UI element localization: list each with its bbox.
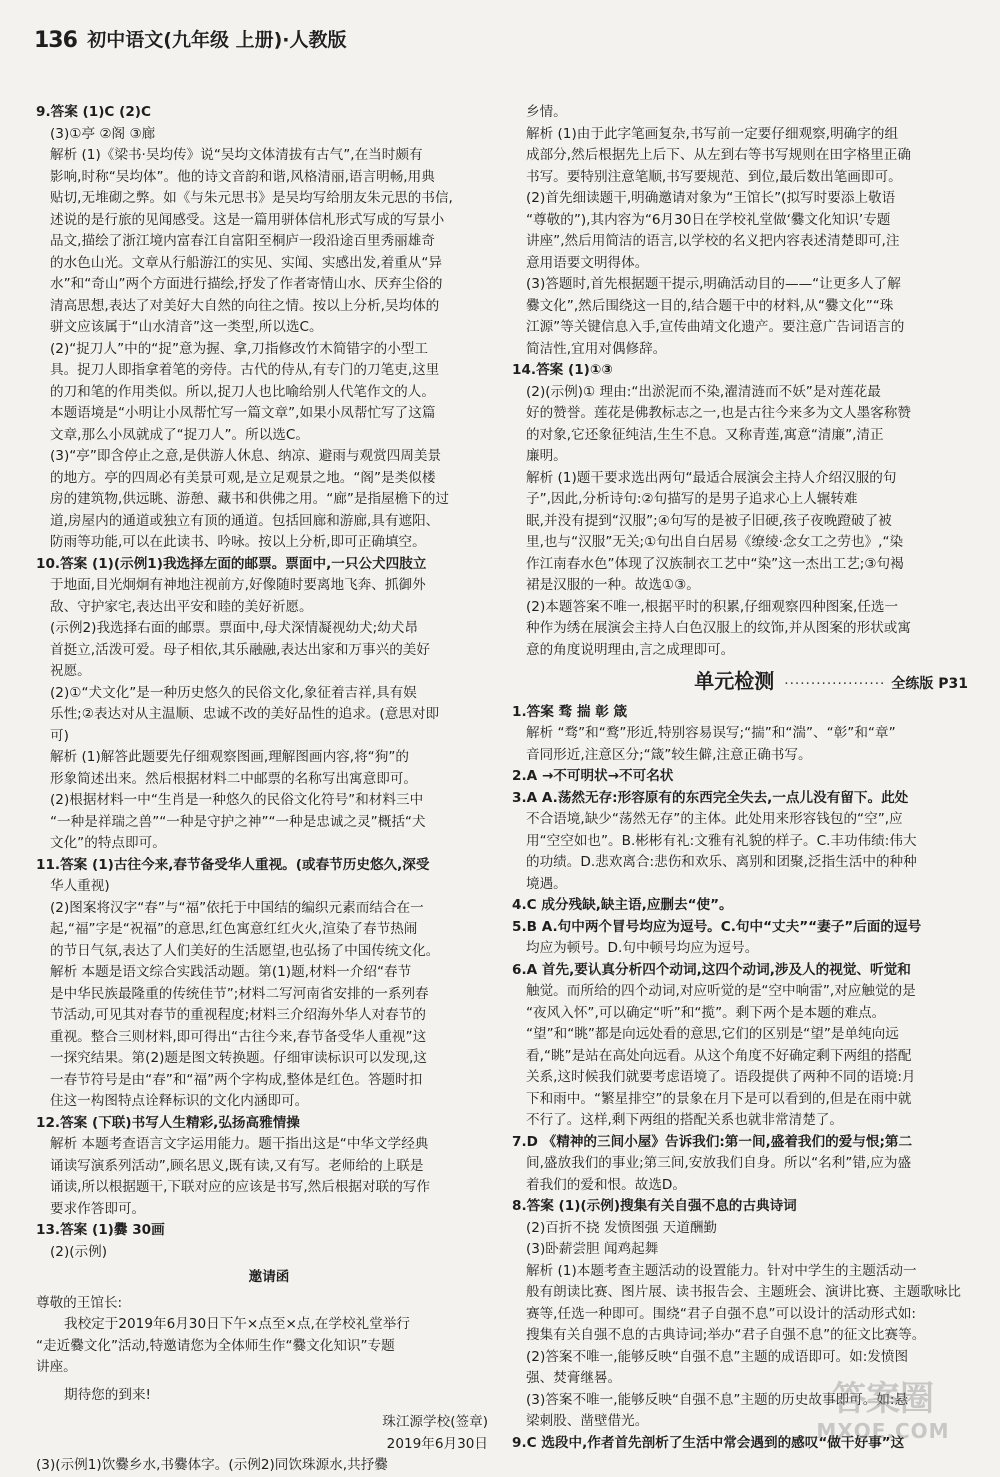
answer-line: 一春节符号是由“春”和“福”两个字构成,整体是红色。答题时扣: [50, 1071, 423, 1088]
answer-line: 乐性;②表达对从主温顺、忠诚不改的美好品性的追求。(意思对即: [50, 706, 440, 722]
letter-body-line: 期待您的到来!: [64, 1386, 152, 1403]
answer-line: 形象简述出来。然后根据材料二中邮票的名称写出寓意即可。: [50, 770, 418, 787]
answer-line: 意的角度说明理由,言之成理即可。: [526, 641, 735, 658]
answer-line: 敌、守护家宅,表达出平安和睦的美好祈愿。: [50, 598, 313, 615]
answer-line: 种作为绣在展演会主持人白色汉服上的纹饰,并从图案的形状或寓: [526, 620, 911, 636]
answer-line: 作江南春水色”体现了汉族制衣工艺中“染”这一杰出工艺;③句褐: [526, 555, 904, 572]
answer-line: 3.A A.荡然无存:形容原有的东西完全失去,一点儿没有留下。此处: [512, 789, 909, 806]
answer-line: (2)图案将汉字“春”与“福”依托于中国结的编织元素而结合在一: [50, 899, 424, 916]
answer-line: 11.答案 (1)古往今来,春节备受华人重视。(或春节历史悠久,深受: [36, 856, 430, 873]
answer-line: 4.C 成分残缺,缺主语,应删去“使”。: [512, 897, 733, 913]
answer-line: 贴切,无堆砌之弊。如《与朱元思书》是吴均写给朋友朱元思的书信,: [50, 190, 453, 206]
page-number: 136: [34, 28, 77, 53]
answer-line: (2)首先细读题干,明确邀请对象为“王馆长”(拟写时要添上敬语: [526, 190, 896, 206]
unit-test-heading: [512, 671, 972, 696]
answer-line: 具。捉刀人即指拿着笔的旁侍。古代的侍从,有专门的刀笔吏,这里: [50, 362, 440, 378]
answer-line: 13.答案 (1)爨 30画: [36, 1222, 165, 1238]
answer-line: 8.答案 (1)(示例)搜集有关自强不息的古典诗词: [512, 1198, 797, 1214]
answer-line: 看,“眺”是站在高处向远看。从这个角度不好确定剩下两组的搭配: [526, 1047, 912, 1064]
answer-line: 不行了。这样,剩下两组的搭配关系也就非常清楚了。: [526, 1112, 843, 1128]
answer-line: (2)(示例)① 理由:“出淤泥而不染,濯清涟而不妖”是对莲花最: [526, 383, 881, 400]
answer-line: 眠,并没有提到“汉服”;④句写的是被子旧硬,孩子夜晚蹬破了被: [526, 512, 892, 529]
invitation-letter: [36, 1267, 502, 1455]
answer-line: 解析 (1)本题考查主题活动的设置能力。针对中学生的主题活动一: [526, 1262, 917, 1279]
answer-line: 住这一构图特点诠释标识的文化内涵即可。: [50, 1093, 309, 1109]
letter-body-line: “走近爨文化”活动,特邀请您为全体师生作“爨文化知识”专题: [36, 1337, 395, 1354]
answer-line: 是中华民族最隆重的传统佳节”;材料二写河南省安排的一系列春: [50, 985, 429, 1002]
answer-line: 首挺立,活泼可爱。母子相依,其乐融融,表达出家和万事兴的美好: [50, 641, 430, 658]
answer-line: 房的建筑物,供远眺、游憩、藏书和供佛之用。“廊”是指屋檐下的过: [50, 491, 450, 507]
answer-line: 于地面,目光炯炯有神地注视前方,好像随时要离地飞奔、抓御外: [50, 577, 426, 593]
answer-line: (2)本题答案不唯一,根据平时的积累,仔细观察四种图案,任选一: [526, 598, 899, 615]
answer-line: 梁刺股、凿壁借光。: [526, 1413, 649, 1429]
answer-line: 一探究结果。第(2)题是图文转换题。仔细审读标识可以发现,这: [50, 1050, 428, 1066]
answer-line: 赛等,任选一种即可。围绕“君子自强不息”可以设计的活动形式如:: [526, 1305, 917, 1322]
answer-line: 子”,因此,分析诗句:②句描写的是男子追求心上人辗转难: [526, 491, 858, 507]
answer-line: 6.A 首先,要认真分析四个动词,这四个动词,涉及人的视觉、听觉和: [512, 961, 911, 978]
answer-line: (2)“捉刀人”中的“捉”意为握、拿,刀指修改竹木简错字的小型工: [50, 340, 428, 357]
answer-line: 解析 (1)由于此字笔画复杂,书写前一定要仔细观察,明确字的组: [526, 125, 899, 142]
answer-line: 间,盛放我们的事业;第三间,安放我们自身。所以“名利”错,应为盛: [526, 1155, 912, 1171]
answer-line: 解析 本题考查语言文字运用能力。题干指出这是“中华文学经典: [50, 1136, 429, 1152]
answer-line: 10.答案 (1)(示例1)我选择左面的邮票。票面中,一只公犬四肢立: [36, 555, 427, 572]
answer-line: 可): [50, 727, 69, 744]
answer-line: 廉明。: [526, 448, 567, 464]
answer-line: 触觉。而所给的四个动词,对应听觉的是“空中响雷”,对应触觉的是: [526, 983, 916, 999]
answer-line: 的对象,它还象征纯洁,生生不息。又称青莲,寓意“清廉”,清正: [526, 426, 884, 443]
letter-body-line: 我校定于2019年6月30日下午×点至×点,在学校礼堂举行: [64, 1316, 410, 1332]
answer-line: (3)①亭 ②阁 ③廊: [50, 125, 156, 142]
letter-body-line: 讲座。: [36, 1359, 77, 1375]
answer-line: 影响,时称“吴均体”。他的诗文音韵和谐,风格清丽,语言明畅,用典: [50, 168, 435, 185]
answer-line: 1.答案 骛 揣 彰 箴: [512, 703, 628, 720]
answer-line: 华人重视): [50, 878, 110, 894]
answer-line: “一种是祥瑞之兽”“一种是守护之神”“一种是忠诚之灵”概括“犬: [50, 813, 426, 830]
answer-line: 14.答案 (1)①③: [512, 362, 613, 378]
answer-line: 述说的是行旅的见闻感受。这是一篇用骈体信札形式写成的写景小: [50, 211, 445, 228]
answer-line: 防雨等功能,可以在此读书、吟咏。按以上分析,即可正确填空。: [50, 534, 426, 550]
page-header: [34, 30, 346, 70]
site-watermark: [788, 1379, 978, 1449]
answer-line: (3)答案不唯一,能够反映“自强不息”主题的历史故事即可。如:悬: [526, 1391, 909, 1408]
answer-line: (3)卧薪尝胆 闻鸡起舞: [526, 1241, 659, 1257]
answer-line: (2)①“犬文化”是一种历史悠久的民俗文化,象征着吉祥,具有娱: [50, 684, 417, 701]
answer-line: 9.C 选段中,作者首先剖析了生活中常会遇到的感叹“做干好事”这: [512, 1434, 905, 1451]
answer-line: 简洁性,宜用对偶修辞。: [526, 340, 667, 357]
answer-line: 骈文应该属于“山水清音”这一类型,所以选C。: [50, 319, 323, 335]
answer-line: 解析 本题是语文综合实践活动题。第(1)题,材料一介绍“春节: [50, 964, 412, 980]
unit-test-answer-lines: [512, 702, 972, 1455]
answer-line: 好的赞誉。莲花是佛教标志之一,也是古往今来多为文人墨客称赞: [526, 405, 911, 421]
book-title: 初中语文(九年级 上册)·人教版: [87, 29, 347, 51]
answer-line: 爨文化”,然后围绕这一目的,结合题干中的材料,从“爨文化”“珠: [526, 297, 894, 314]
answer-line: 解析 (1)《梁书·吴均传》说“吴均文体清拔有古气”,在当时颇有: [50, 147, 423, 163]
answer-line: 关系,这时候我们就要考虑语境了。语段提供了两种不同的语境:月: [526, 1069, 916, 1085]
answer-line: 节活动,可见其对春节的重视程度;材料三介绍海外华人对春节的: [50, 1007, 426, 1023]
answer-line: 文章,那么小凤就成了“捉刀人”。所以选C。: [50, 426, 309, 443]
section-title: 单元检测: [694, 669, 775, 693]
answer-line: 强、焚膏继晷。: [526, 1370, 622, 1386]
watermark-title: 答案圈: [832, 1379, 934, 1419]
answer-line: 清高思想,表达了对美好大自然的向往之情。按以上分析,吴均体的: [50, 297, 440, 314]
answer-line: 文化”的特点即可。: [50, 835, 166, 851]
letter-title: 邀请函: [248, 1269, 290, 1285]
answer-line: 重视。整合三则材料,即可得出“古往今来,春节备受华人重视”这: [50, 1028, 427, 1045]
answer-line: 祝愿。: [50, 663, 91, 679]
letter-date: 2019年6月30日: [386, 1435, 488, 1452]
answer-line: 般有朗读比赛、图片展、读书报告会、主题班会、演讲比赛、主题歌咏比: [526, 1284, 961, 1300]
answer-line: (2)根据材料一中“生肖是一种悠久的民俗文化符号”和材料三中: [50, 792, 424, 808]
answer-line: 音同形近,注意区分;“箴”较生僻,注意正确书写。: [526, 746, 812, 763]
answer-line: 的刀和笔的作用类似。所以,捉刀人也比喻给别人代笔作文的人。: [50, 383, 435, 400]
answer-line: 着我们的爱和恨。故选D。: [526, 1176, 686, 1193]
answer-line: 本题语境是“小明让小凤帮忙写一篇文章”,如果小凤帮忙写了这篇: [50, 405, 436, 421]
answer-line: 解析 “骛”和“鹜”形近,特别容易误写;“揣”和“湍”、“彰”和“章”: [526, 725, 896, 741]
answer-line: 品文,描绘了浙江境内富春江自富阳至桐庐一段沿途百里秀丽雄奇: [50, 233, 435, 249]
section-leader-dots: ···················: [784, 676, 886, 692]
answer-line: 意用语要文明得体。: [526, 254, 649, 271]
answer-line: “望”和“眺”都是向远处看的意思,它们的区别是“望”是单纯向远: [526, 1026, 899, 1042]
answer-line: (3)(示例1)饮爨乡水,书爨体字。(示例2)同饮珠源水,共抒爨: [36, 1457, 388, 1473]
answer-line: (3)答题时,首先根据题干提示,明确活动目的——“让更多人了解: [526, 276, 901, 292]
answer-line: 12.答案 (下联)书写人生精彩,弘扬高雅情操: [36, 1114, 300, 1131]
answer-line: 江源”等关键信息入手,宣传曲靖文化遗产。要注意广告词语言的: [526, 319, 905, 335]
answer-line: (2)百折不挠 发愤图强 天道酬勤: [526, 1219, 718, 1236]
left-answer-lines: [36, 102, 502, 1263]
answer-line: (3)“亭”即含停止之意,是供游人休息、纳凉、避雨与观赏四周美景: [50, 448, 442, 464]
answer-line: 解析 (1)题干要求选出两句“最适合展演会主持人介绍汉服的句: [526, 469, 897, 486]
answer-line: 均应为顿号。D.句中顿号均应为逗号。: [526, 940, 759, 956]
answer-line: 5.B A.句中两个冒号均应为逗号。C.句中“丈夫”“妻子”后面的逗号: [512, 918, 922, 935]
answer-line: 要求作答即可。: [50, 1200, 146, 1217]
right-answer-lines: [512, 102, 972, 661]
answer-line: (2)答案不唯一,能够反映“自强不息”主题的成语即可。如:发愤图: [526, 1348, 909, 1365]
answer-line: 的地方。亭的四周必有美景可观,是立足观景之地。“阁”是类似楼: [50, 469, 436, 486]
watermark-url: MXQE.COM: [816, 1419, 950, 1443]
answer-line: (2)(示例): [50, 1243, 108, 1260]
answer-line: 不合语境,缺少“荡然无存”的主体。此处用来形容钱包的“空”,应: [526, 811, 903, 827]
answer-line: 下和雨中。“繁星排空”的景象在月下是可以看到的,但是在雨中就: [526, 1090, 912, 1107]
answer-line: 讲座”,然后用简洁的语言,以学校的名义把内容表述清楚即可,注: [526, 233, 900, 249]
letter-greeting: 尊敬的王馆长:: [36, 1294, 123, 1311]
answer-line: 成部分,然后根据先上后下、从左到右等书写规则在田字格里正确: [526, 147, 911, 163]
left-column: [36, 102, 502, 1477]
answer-line: 搜集有关自强不息的古典诗词;举办“君子自强不息”的征文比赛等。: [526, 1327, 926, 1343]
answer-line: 解析 (1)解答此题要先仔细观察图画,理解图画内容,将“狗”的: [50, 749, 409, 765]
answer-line: 起,“福”字是“祝福”的意思,红色寓意红红火火,渲染了春节热闹: [50, 921, 418, 937]
answer-line: 9.答案 (1)C (2)C: [36, 104, 151, 120]
letter-signature: 珠江源学校(签章): [382, 1414, 488, 1430]
answer-line: 的节日气氛,表达了人们美好的生活愿望,也弘扬了中国传统文化。: [50, 942, 440, 959]
answer-line: 诵读,所以根据题干,下联对应的应该是书写,然后根据对联的写作: [50, 1179, 430, 1195]
right-column: [512, 102, 972, 1454]
answer-line: 道,房屋内的通道或独立有顶的通道。包括回廊和游廊,具有遮阳、: [50, 512, 440, 529]
answer-line: 用“空空如也”。B.彬彬有礼:文雅有礼貌的样子。C.丰功伟绩:伟大: [526, 832, 917, 849]
answer-line: 书写。要特别注意笔顺,书写要规范、到位,最后数出笔画即可。: [526, 168, 902, 185]
answer-line: 的功绩。D.悲欢离合:悲伤和欢乐、离别和团聚,泛指生活中的种种: [526, 854, 917, 870]
answer-line: 裙是汉服的一种。故选①③。: [526, 577, 700, 593]
answer-line: 诵读写演系列活动”,顾名思义,既有读,又有写。老师给的上联是: [50, 1157, 424, 1174]
answer-line: 2.A →不可明状→不可名状: [512, 768, 674, 784]
answer-line: 水”和“奇山”两个方面进行描绘,抒发了作者寄情山水、厌弃尘俗的: [50, 276, 443, 292]
answer-line: 里,也与“汉服”无关;①句出自白居易《缭绫·念女工之劳也》,“染: [526, 534, 904, 550]
answer-line: “夜风入怀”,可以确定“听”和“揽”。剩下两个是本题的难点。: [526, 1004, 886, 1021]
section-page-reference: 全练版 P31: [891, 676, 968, 692]
answer-line: 乡情。: [526, 104, 567, 120]
answer-line: 的水色山光。文章从行船游江的实见、实闻、实感出发,着重从“异: [50, 254, 442, 271]
answer-line: 境遇。: [526, 875, 567, 892]
answer-line: (示例2)我选择右面的邮票。票面中,母犬深情凝视幼犬;幼犬昂: [50, 620, 418, 636]
answer-line: 7.D 《精神的三间小屋》告诉我们:第一间,盛着我们的爱与恨;第二: [512, 1133, 913, 1150]
answer-line: “尊敬的”),其内容为“6月30日在学校礼堂做‘爨文化知识’专题: [526, 211, 891, 228]
